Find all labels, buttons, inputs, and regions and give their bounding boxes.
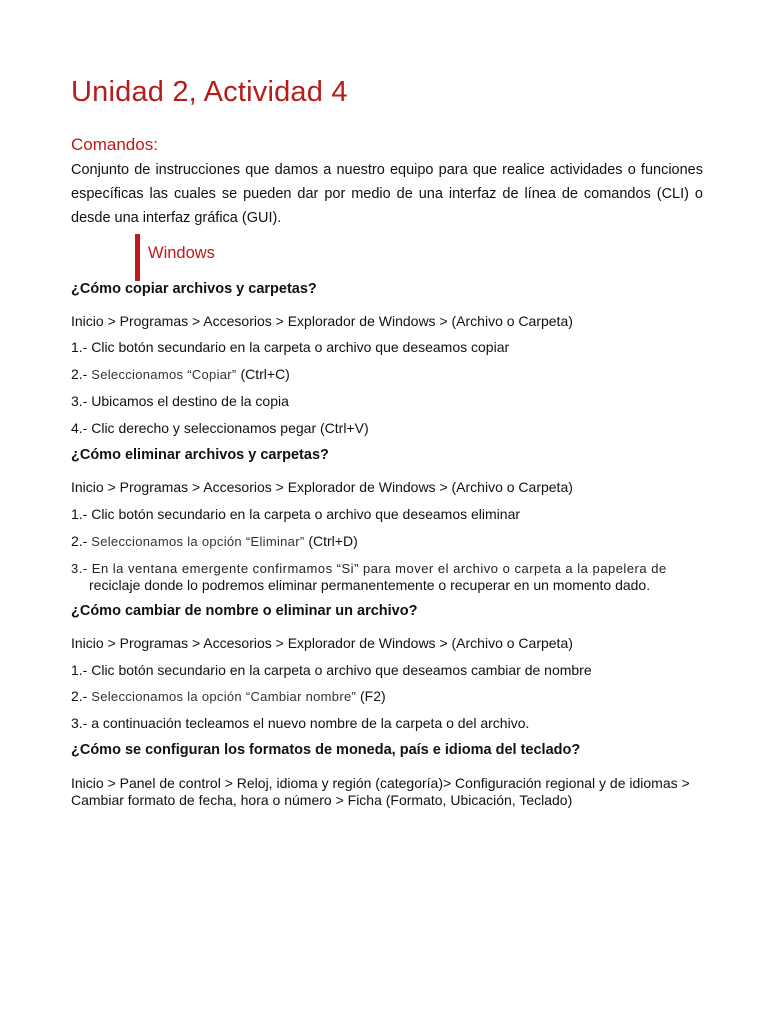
- accent-bar: [135, 234, 140, 281]
- copy-step-2-key: (Ctrl+C): [236, 366, 290, 382]
- question-copy: ¿Cómo copiar archivos y carpetas?: [71, 281, 317, 297]
- regional-path-line-2: Cambiar formato de fecha, hora o número > Ficha (Formato, Ubicación, Teclado): [71, 792, 573, 808]
- rename-step-2: [71, 688, 386, 704]
- copy-step-4: 4.- Clic derecho y seleccionamos pegar (Ctrl+V): [71, 420, 369, 436]
- windows-section-heading: [135, 234, 215, 281]
- copy-step-1: 1.- Clic botón secundario en la carpeta o archivo que deseamos copiar: [71, 339, 510, 355]
- rename-step-2-text: Seleccionamos la opción “Cambiar nombre”: [91, 689, 357, 704]
- delete-step-2-key: (Ctrl+D): [304, 533, 358, 549]
- page-title: Unidad 2, Actividad 4: [71, 76, 348, 108]
- delete-step-2-text: Seleccionamos la opción “Eliminar”: [91, 534, 305, 549]
- copy-step-2: [71, 366, 290, 382]
- delete-step-2-num: 2.-: [71, 533, 92, 549]
- rename-path: Inicio > Programas > Accesorios > Explorador de Windows > (Archivo o Carpeta): [71, 635, 573, 651]
- copy-step-3: 3.- Ubicamos el destino de la copia: [71, 393, 289, 409]
- delete-step-3-cont: reciclaje donde lo podremos eliminar permanentemente o recuperar en un momento dado.: [89, 577, 651, 593]
- windows-label: Windows: [148, 244, 215, 262]
- rename-step-2-num: 2.-: [71, 688, 92, 704]
- rename-step-2-key: (F2): [356, 688, 386, 704]
- copy-step-2-text: Seleccionamos “Copiar”: [91, 367, 237, 382]
- regional-path: [71, 775, 703, 809]
- delete-path: Inicio > Programas > Accesorios > Explorador de Windows > (Archivo o Carpeta): [71, 479, 573, 495]
- delete-step-2: [71, 533, 358, 549]
- delete-step-1: 1.- Clic botón secundario en la carpeta o archivo que deseamos eliminar: [71, 506, 521, 522]
- delete-step-3: [71, 560, 703, 594]
- rename-step-1: 1.- Clic botón secundario en la carpeta o archivo que deseamos cambiar de nombre: [71, 662, 592, 678]
- section-subtitle: Comandos:: [71, 135, 158, 154]
- delete-step-3-first: 3.- En la ventana emergente confirmamos “Si” para mover el archivo o carpeta a la papelera de: [71, 561, 667, 576]
- question-delete: ¿Cómo eliminar archivos y carpetas?: [71, 447, 329, 463]
- question-rename: ¿Cómo cambiar de nombre o eliminar un archivo?: [71, 603, 418, 619]
- copy-path: Inicio > Programas > Accesorios > Explorador de Windows > (Archivo o Carpeta): [71, 313, 573, 329]
- question-regional-formats: ¿Cómo se configuran los formatos de moneda, país e idioma del teclado?: [71, 742, 581, 758]
- intro-paragraph: Conjunto de instrucciones que damos a nuestro equipo para que realice actividades o funciones específicas las cuales se pueden dar por medio de una interfaz de línea de comandos (CLI) o desde una interfaz gráfica (GUI).: [71, 162, 703, 226]
- rename-step-3: 3.- a continuación tecleamos el nuevo nombre de la carpeta o del archivo.: [71, 715, 530, 731]
- regional-path-line-1: Inicio > Panel de control > Reloj, idioma y región (categoría)> Configuración regional y de idiomas >: [71, 775, 690, 791]
- copy-step-2-num: 2.-: [71, 366, 92, 382]
